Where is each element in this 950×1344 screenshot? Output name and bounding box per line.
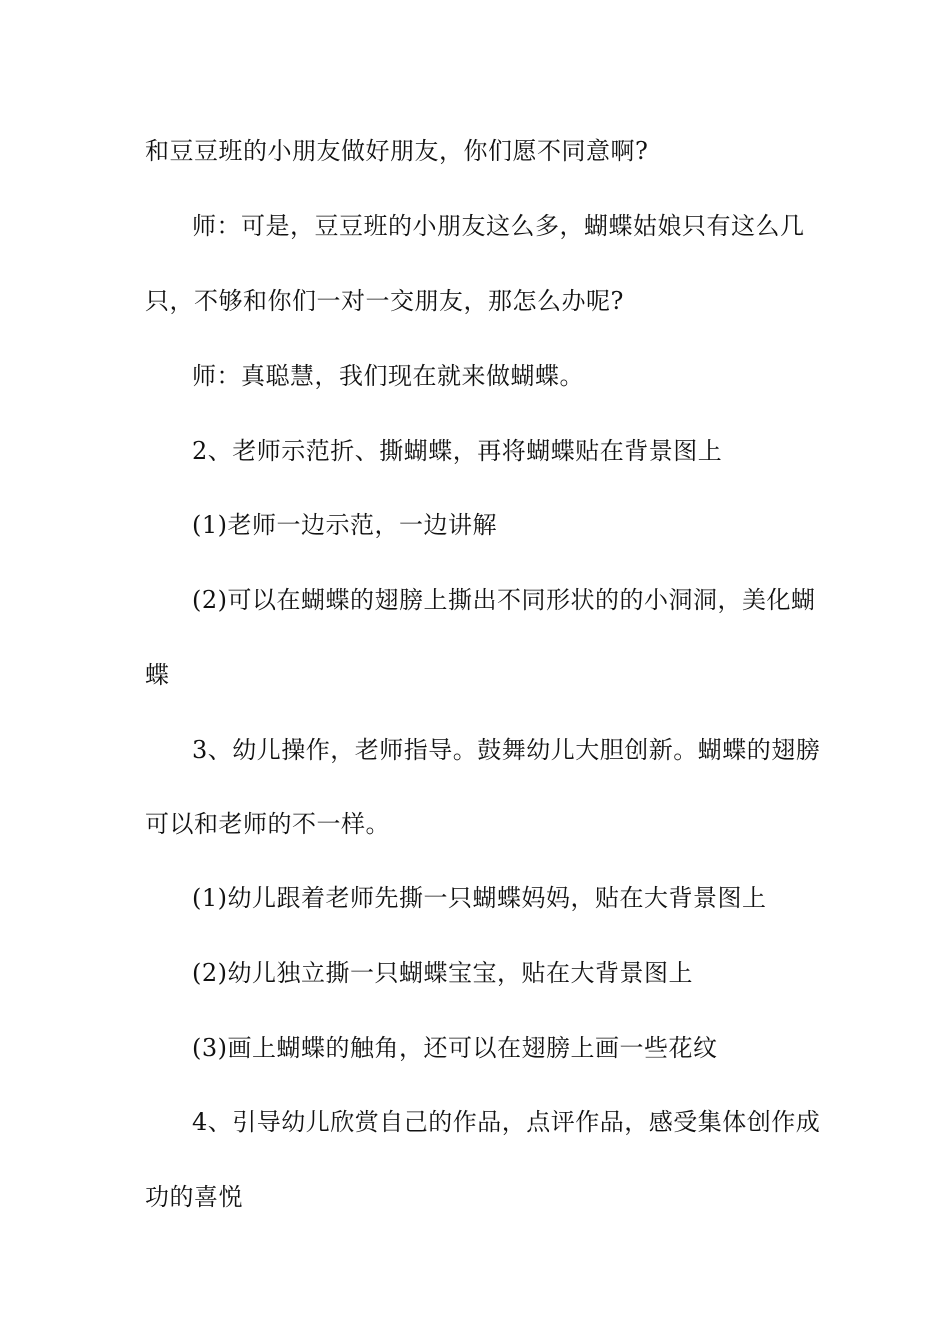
text-line-12: (2)幼儿独立撕一只蝴蝶宝宝，贴在大背景图上: [192, 959, 693, 987]
text-line-5: 2、老师示范折、撕蝴蝶，再将蝴蝶贴在背景图上: [192, 437, 723, 465]
text-line-3: 只，不够和你们一对一交朋友，那怎么办呢?: [145, 287, 624, 315]
text-line-11: (1)幼儿跟着老师先撕一只蝴蝶妈妈，贴在大背景图上: [192, 884, 767, 912]
text-line-1: 和豆豆班的小朋友做好朋友，你们愿不同意啊?: [145, 137, 649, 165]
text-line-14: 4、引导幼儿欣赏自己的作品，点评作品，感受集体创作成: [192, 1108, 821, 1136]
text-line-7: (2)可以在蝴蝶的翅膀上撕出不同形状的的小洞洞，美化蝴: [192, 586, 816, 614]
text-line-13: (3)画上蝴蝶的触角，还可以在翅膀上画一些花纹: [192, 1034, 718, 1062]
text-line-4: 师：真聪慧，我们现在就来做蝴蝶。: [192, 362, 584, 390]
text-line-6: (1)老师一边示范，一边讲解: [192, 511, 497, 539]
text-line-15: 功的喜悦: [145, 1183, 243, 1211]
text-line-9: 3、幼儿操作，老师指导。鼓舞幼儿大胆创新。蝴蝶的翅膀: [192, 736, 821, 764]
text-line-2: 师：可是，豆豆班的小朋友这么多，蝴蝶姑娘只有这么几: [192, 212, 805, 240]
text-line-8: 蝶: [145, 661, 170, 689]
text-line-10: 可以和老师的不一样。: [145, 810, 390, 838]
